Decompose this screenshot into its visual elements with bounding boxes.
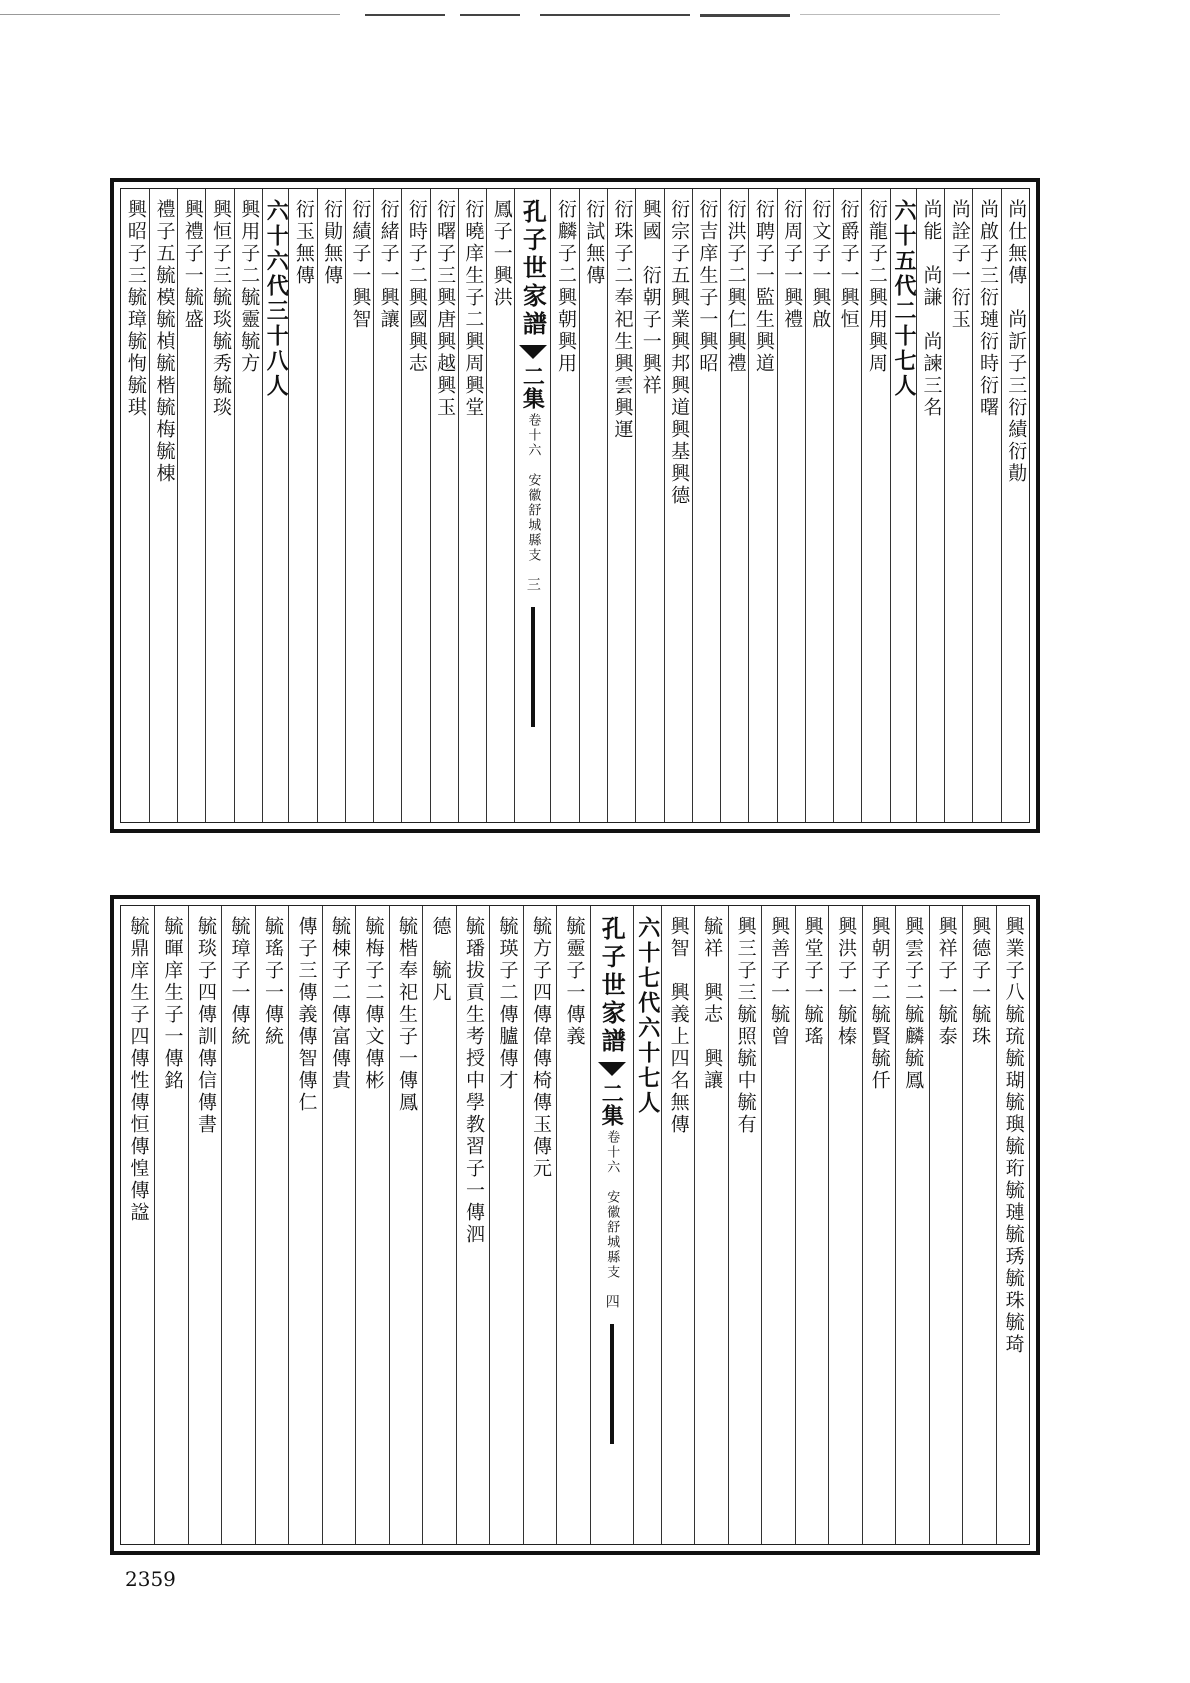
collection-label: 二集 [598,1082,625,1126]
text-column: 尚能 尚謙 尚諫三名 [920,199,943,419]
text-column: 衍玉無傳 [292,199,315,287]
text-column: 毓祥 興志 興讓 [701,916,724,1092]
text-column: 衍曙子三興唐興越興玉 [434,199,457,419]
text-column: 興善子一毓曾 [768,916,791,1048]
book-spine [590,906,633,1544]
leaf-frame [120,188,1030,823]
text-column: 衍珠子二奉祀生興雲興運 [611,199,634,441]
generation-heading: 六十七代六十七人 [634,916,661,1116]
leaf-frame [120,905,1030,1545]
text-column: 毓棟子二傳富傳貴 [328,916,351,1092]
text-column: 毓璋子一傳統 [228,916,251,1048]
text-column: 興業子八毓琉毓瑚毓璵毓珩毓璉毓琇毓珠毓琦 [1002,916,1025,1356]
text-column: 毓鼎庠生子四傳性傳恒傳惶傳諡 [127,916,150,1224]
text-column: 興昭子三毓璋毓恂毓琪 [124,199,147,419]
text-column: 毓楷奉祀生子一傳鳳 [395,916,418,1114]
text-column: 興朝子二毓賢毓仟 [868,916,891,1092]
text-column: 興智 興義上四名無傳 [667,916,690,1136]
volume-label: 卷十六 安徽舒城縣支 [525,413,541,563]
text-column: 毓梅子二傳文傳彬 [362,916,385,1092]
text-column: 毓琰子四傳訓傳信傳書 [194,916,217,1136]
book-title: 孔子世家譜 [597,916,627,1056]
text-column: 衍曉庠生子二興周興堂 [462,199,485,419]
volume-label: 卷十六 安徽舒城縣支 [604,1130,620,1280]
generation-heading: 六十五代二十七人 [890,199,917,399]
generation-heading: 六十六代三十八人 [263,199,290,399]
text-column: 尚詮子一衍玉 [948,199,971,331]
text-column: 衍龍子二興用興周 [865,199,888,375]
text-column: 衍宗子五興業興邦興道興基興德 [668,199,691,507]
text-column: 衍周子一興禮 [781,199,804,331]
text-column: 衍試無傳 [583,199,606,287]
text-column: 興雲子二毓麟毓鳳 [902,916,925,1092]
genealogy-leaf-bottom [110,895,1040,1555]
text-column: 衍吉庠生子一興昭 [696,199,719,375]
text-column: 衍文子一興啟 [809,199,832,331]
book-title: 孔子世家譜 [518,199,548,339]
leaf-number: 三 [524,577,541,591]
text-column: 興禮子一毓盛 [181,199,204,331]
spine-bar [610,1324,614,1444]
text-column: 衍勛無傳 [321,199,344,287]
text-column: 興用子二毓靈毓方 [238,199,261,375]
text-column: 衍洪子二興仁興禮 [724,199,747,375]
text-column: 毓暉庠生子一傳銘 [161,916,184,1092]
text-column: 衍時子二興國興志 [405,199,428,375]
text-column: 毓方子四傳偉傳椅傳玉傳元 [529,916,552,1180]
text-column: 毓瑤子一傳統 [261,916,284,1048]
genealogy-leaf-top [110,178,1040,833]
page-number: 2359 [125,1567,176,1591]
text-column: 尚啟子三衍璉衍時衍曙 [977,199,1000,419]
leaf-number: 四 [603,1294,620,1308]
text-column: 衍麟子二興朝興用 [555,199,577,375]
text-column: 尚仕無傳 尚訢子三衍績衍勣 [1005,199,1028,485]
book-spine [514,189,550,822]
fish-tail-mark [519,345,547,359]
text-column: 德 毓凡 [429,916,452,1004]
text-column: 傳子三傳義傳智傳仁 [295,916,318,1114]
text-column: 興恒子三毓琰毓秀毓琰 [210,199,232,419]
text-column: 興祥子一毓泰 [935,916,958,1048]
text-column: 衍緒子一興讓 [377,199,400,331]
scan-edge-mark [0,10,1000,20]
text-column: 禮子五毓模毓楨毓楷毓梅毓棟 [153,199,176,485]
text-column: 鳳子一興洪 [490,199,513,309]
text-column: 毓璠拔貢生考授中學教習子一傳泗 [462,916,485,1246]
text-column: 興三子三毓照毓中毓有 [734,916,757,1136]
text-column: 興堂子一毓瑤 [801,916,824,1048]
text-column: 興德子一毓珠 [969,916,992,1048]
fish-tail-mark [598,1062,626,1076]
text-column: 衍爵子一興恒 [837,199,860,331]
text-column: 衍績子一興智 [349,199,372,331]
spine-bar [531,607,535,727]
text-column: 衍聘子一監生興道 [752,199,775,375]
text-column: 興洪子一毓榛 [835,916,858,1048]
text-column: 毓瑛子二傳臚傳才 [496,916,519,1092]
text-column: 毓靈子一傳義 [563,916,586,1048]
collection-label: 二集 [519,365,546,409]
text-column: 興國 衍朝子一興祥 [639,199,662,397]
